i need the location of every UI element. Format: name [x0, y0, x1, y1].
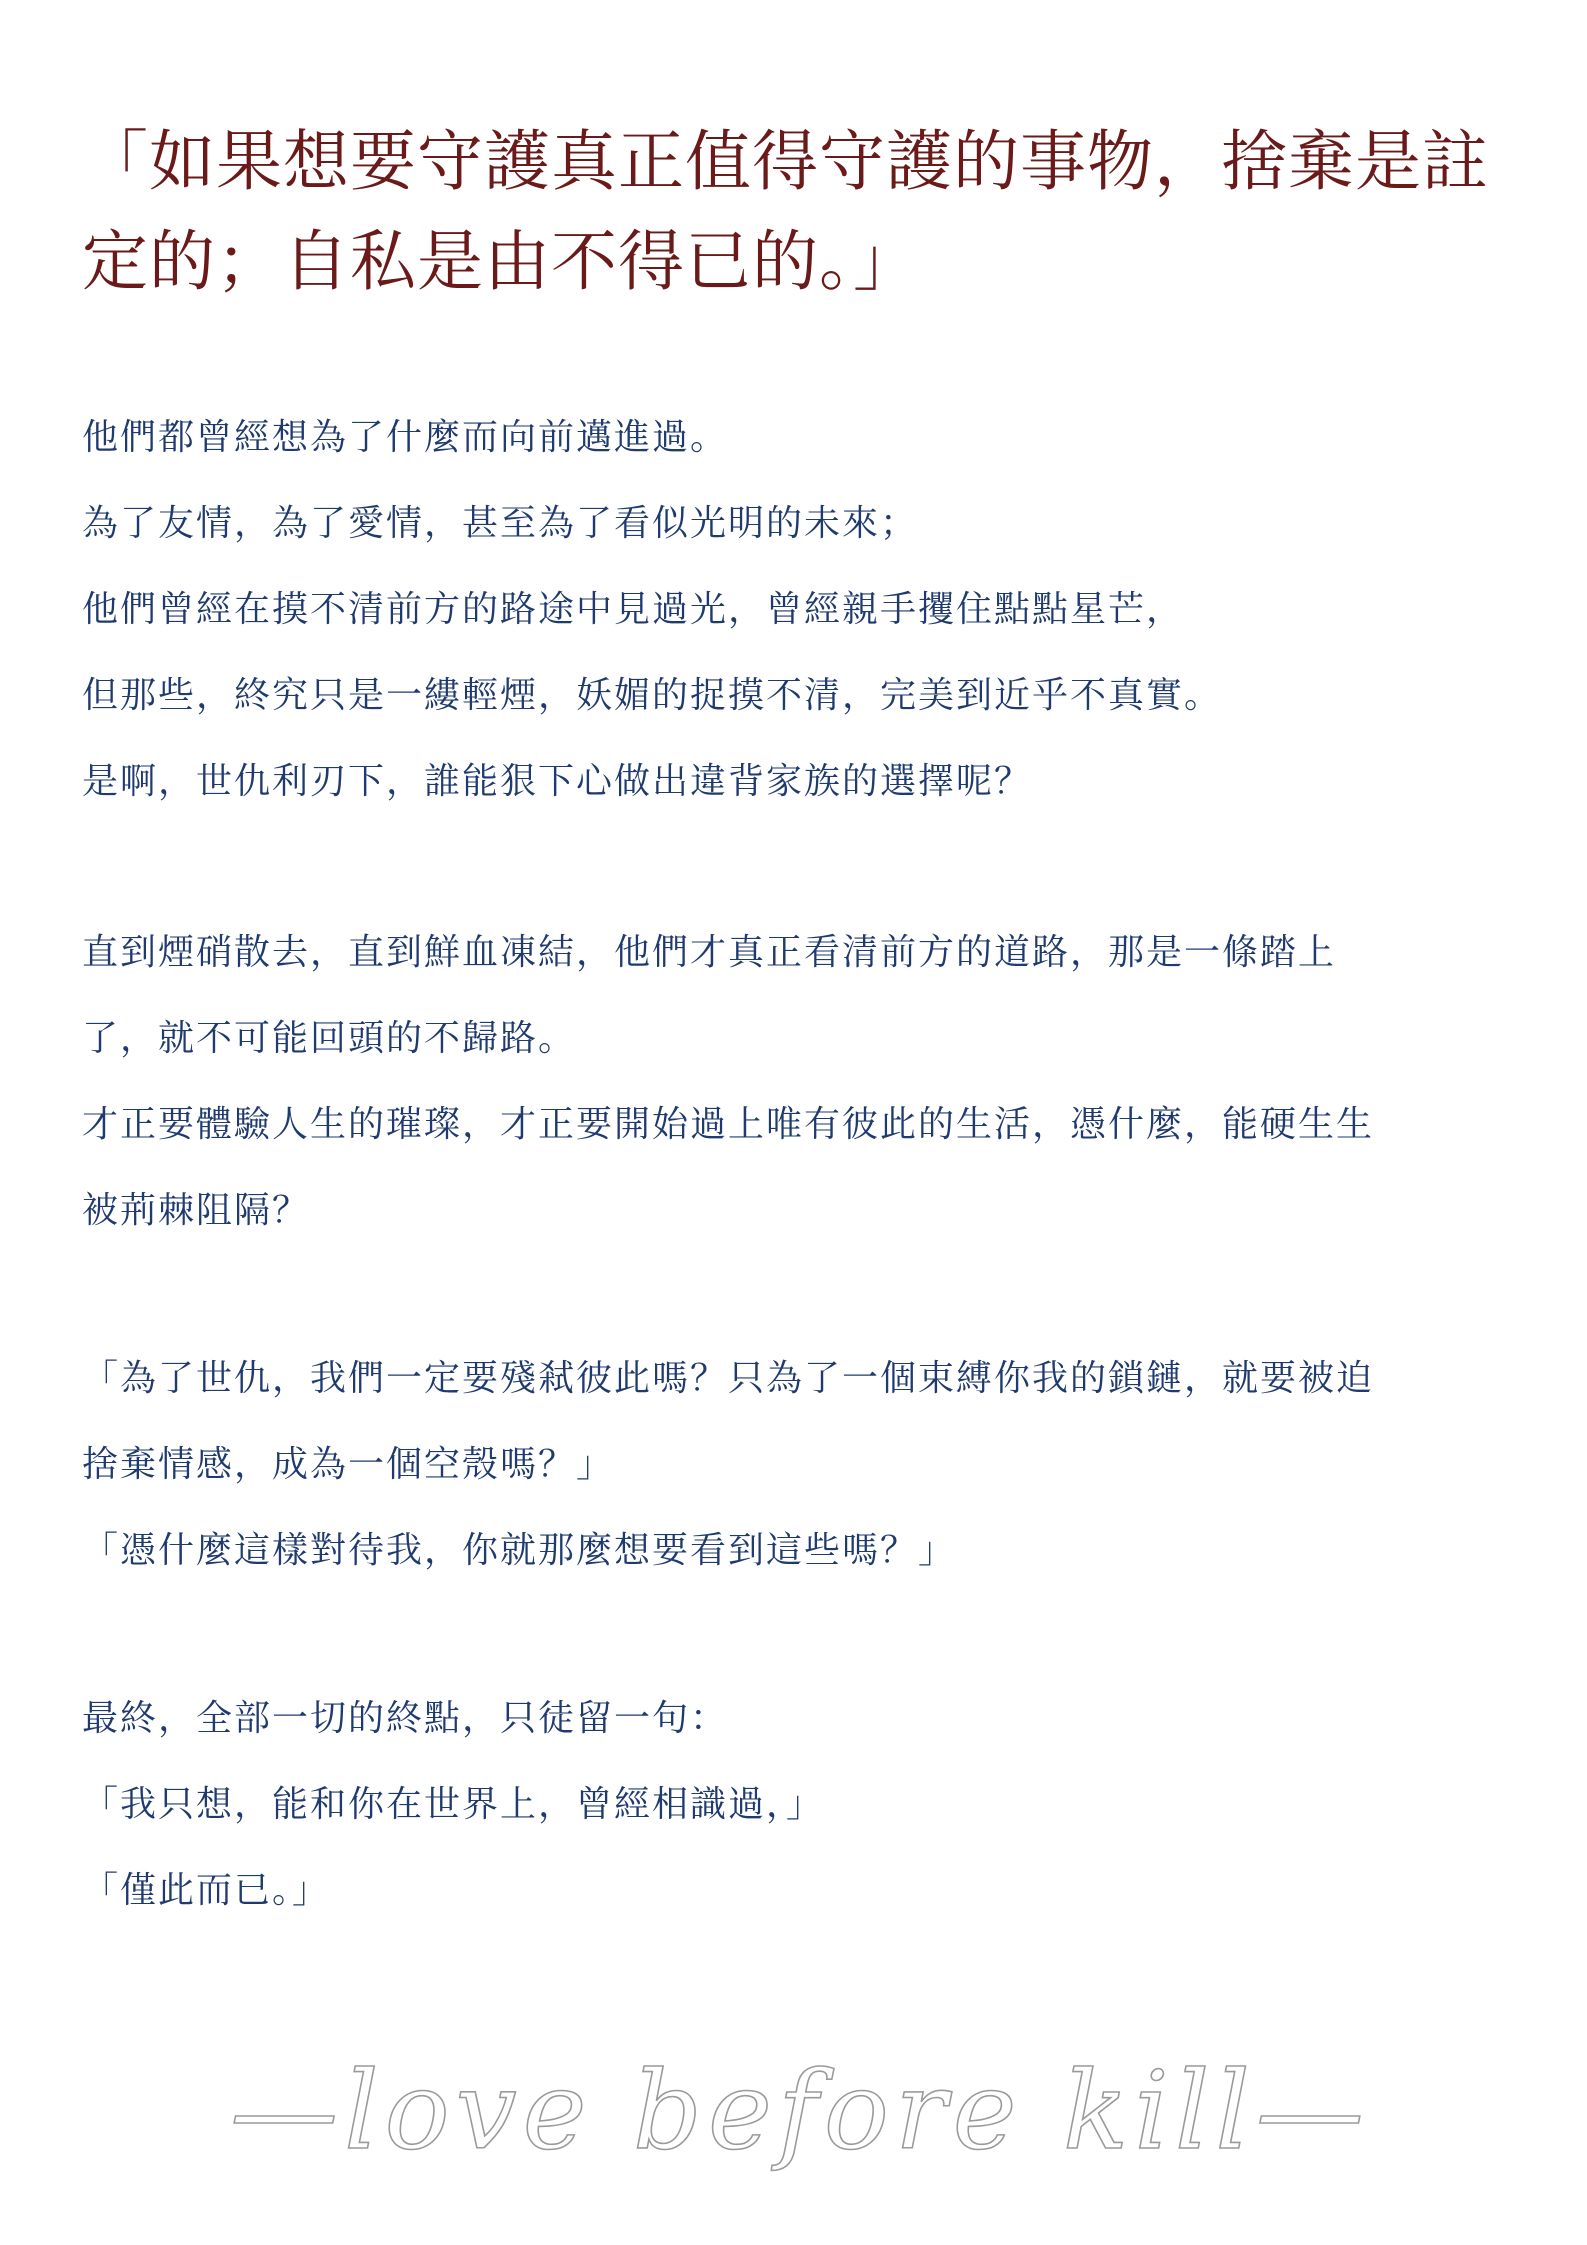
- text-line: 直到煙硝散去，直到鮮血凍結，他們才真正看清前方的道路，那是一條踏上: [82, 932, 1337, 973]
- text-line: 被荊棘阻隔？: [82, 1190, 311, 1231]
- title-line: 定的；自私是由不得已的。」: [82, 223, 920, 300]
- text-line: 但那些，終究只是一縷輕煙，妖媚的捉摸不清，完美到近乎不真實。: [82, 675, 1223, 716]
- paragraph-1: [82, 395, 1522, 825]
- title-line: 「如果想要守護真正值得守護的事物，捨棄是註: [82, 123, 1489, 200]
- text-line: 為了友情，為了愛情，甚至為了看似光明的未來；: [82, 503, 919, 544]
- text-line: 捨棄情感，成為一個空殼嗎？」: [82, 1444, 615, 1485]
- text-line: 了，就不可能回頭的不歸路。: [82, 1018, 577, 1059]
- page-title: [82, 112, 1522, 312]
- text-line: 「憑什麼這樣對待我，你就那麼想要看到這些嗎？」: [82, 1530, 957, 1571]
- text-line: 才正要體驗人生的璀璨，才正要開始過上唯有彼此的生活，憑什麼，能硬生生: [82, 1104, 1375, 1145]
- text-line: 「為了世仇，我們一定要殘弒彼此嗎？只為了一個束縛你我的鎖鏈，就要被迫: [82, 1358, 1375, 1399]
- paragraph-4: [82, 1676, 1522, 1934]
- paragraph-2: [82, 910, 1522, 1254]
- text-line: 他們曾經在摸不清前方的路途中見過光，曾經親手攫住點點星芒，: [82, 589, 1185, 630]
- text-line: 「我只想，能和你在世界上，曾經相識過，」: [82, 1784, 825, 1825]
- text-line: 是啊，世仇利刃下，誰能狠下心做出違背家族的選擇呢？: [82, 761, 1033, 802]
- signature-text: —love before kill—: [230, 2049, 1370, 2174]
- signature-svg: [230, 2030, 1370, 2210]
- text-line: 「僅此而已。」: [82, 1870, 331, 1911]
- paragraph-3: [82, 1336, 1522, 1594]
- text-line: 他們都曾經想為了什麼而向前邁進過。: [82, 417, 729, 458]
- text-line: 最終，全部一切的終點，只徒留一句：: [82, 1698, 729, 1739]
- signature-logo: [230, 2030, 1370, 2210]
